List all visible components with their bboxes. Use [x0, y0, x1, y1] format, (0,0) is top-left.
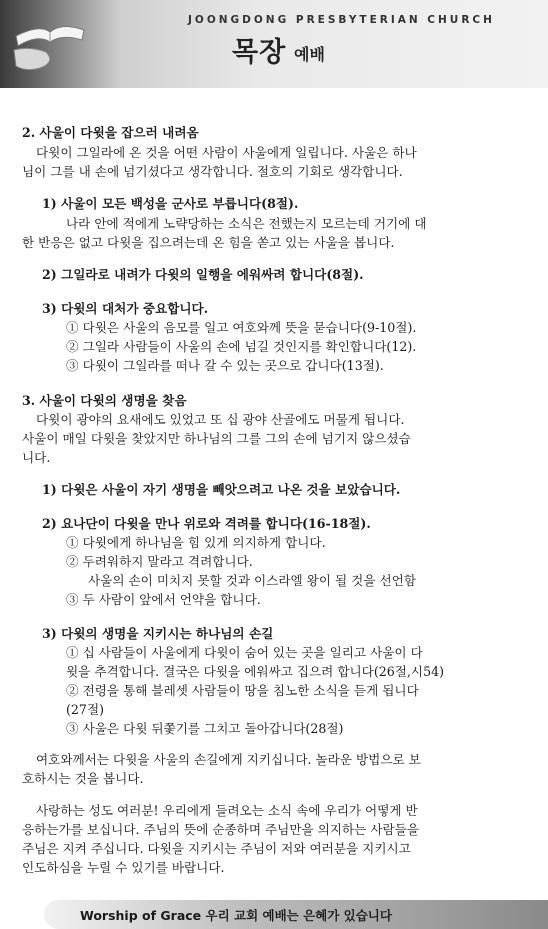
list-item: ③ 다윗이 그일라를 떠나 갈 수 있는 곳으로 갑니다(13절).: [66, 358, 384, 373]
list-item: ① 다윗은 사울의 음모를 일고 여호와께 뜻을 묻습니다(9-10절).: [66, 320, 417, 335]
subsection-heading: 3) 다윗의 생명을 지키시는 하나님의 손길: [42, 626, 274, 641]
list-item: ② 그일라 사람들이 사울의 손에 넘길 것인지를 확인합니다(12).: [66, 339, 417, 354]
subsection-heading: 2) 그일라로 내려가 다윗의 일행을 에워싸려 합니다(8절).: [42, 267, 364, 282]
paragraph-line: 호하시는 것을 봅니다.: [22, 771, 144, 786]
paragraph-line: 인도하심을 누릴 수 있기를 바랍니다.: [22, 860, 225, 875]
list-item: 윗을 추격합니다. 결국은 다윗을 에워싸고 집으려 합니다(26절,시54): [66, 664, 445, 679]
header-banner: [0, 0, 548, 88]
list-item: ③ 사울은 다윗 뒤쫓기를 그치고 돌아갑니다(28절): [66, 721, 344, 736]
paragraph-line: 나라 안에 적에게 노략당하는 소식은 전했는지 모르는데 거기에 대: [66, 216, 427, 231]
paragraph-line: 사울이 매일 다윗을 찾았지만 하나님의 그를 그의 손에 넘기지 않으셨습: [22, 431, 411, 446]
subsection-heading: 3) 다윗의 대처가 중요합니다.: [42, 301, 209, 316]
subsection-heading: 1) 다윗은 사울이 자기 생명을 빼앗으려고 나온 것을 보았습니다.: [42, 482, 401, 497]
list-item: (27절): [66, 702, 105, 717]
list-item: ① 다윗에게 하나님을 힘 있게 의지하게 합니다.: [66, 535, 326, 550]
list-item: ③ 두 사람이 앞에서 언약을 합니다.: [66, 592, 261, 607]
church-name: JOONGDONG PRESBYTERIAN CHURCH: [188, 14, 495, 26]
footer-slogan: Worship of Grace 우리 교회 예배는 은혜가 있습니다: [80, 908, 392, 923]
paragraph-line: 한 반응은 없고 다윗을 집으려는데 온 힘을 쏟고 있는 사울을 봅니다.: [22, 235, 395, 250]
page-title: 목장: [232, 37, 287, 68]
paragraph-line: 응하는가를 보십니다. 주님의 뜻에 순종하며 주님만을 의지하는 사람들을: [22, 822, 419, 837]
list-item: ② 전령을 통해 블레셋 사람들이 땅을 침노한 소식을 듣게 됩니다: [66, 683, 419, 698]
paragraph-line: 사랑하는 성도 여러분! 우리에게 들려오는 소식 속에 우리가 어떻게 반: [36, 803, 418, 818]
paragraph-line: 님이 그를 내 손에 넘기셨다고 생각합니다. 절호의 기회로 생각합니다.: [22, 164, 403, 179]
page-subtitle: 예배: [294, 45, 325, 64]
bible-hand-icon: [10, 6, 88, 78]
footer-banner: [44, 900, 548, 929]
list-item: ① 십 사람들이 사울에게 다윗이 숨어 있는 곳을 일리고 사울이 다: [66, 645, 423, 660]
paragraph-line: 주님은 지켜 주십니다. 다윗을 지키시는 주님이 저와 여러분을 지키시고: [22, 841, 411, 856]
subsection-heading: 2) 요나단이 다윗을 만나 위로와 격려를 합니다(16-18절).: [42, 516, 371, 531]
section-heading: 3. 사울이 다윗의 생명을 찾음: [22, 393, 187, 408]
paragraph-line: 여호와께서는 다윗을 사울의 손길에게 지키십니다. 놀라운 방법으로 보: [36, 752, 421, 767]
list-item: ② 두려워하지 말라고 격려합니다.: [66, 554, 253, 569]
paragraph-line: 다윗이 광야의 요새에도 있었고 또 십 광야 산골에도 머물게 됩니다.: [36, 412, 405, 427]
paragraph-line: 다윗이 그일라에 온 것을 어떤 사람이 사울에게 일립니다. 사울은 하나: [36, 145, 417, 160]
subsection-heading: 1) 사울이 모든 백성을 군사로 부릅니다(8절).: [42, 196, 299, 211]
list-item: 사울의 손이 미치지 못할 것과 이스라엘 왕이 될 것을 선언함: [88, 573, 417, 588]
paragraph-line: 니다.: [22, 450, 51, 465]
section-heading: 2. 사울이 다윗을 잡으러 내려옴: [22, 125, 199, 140]
